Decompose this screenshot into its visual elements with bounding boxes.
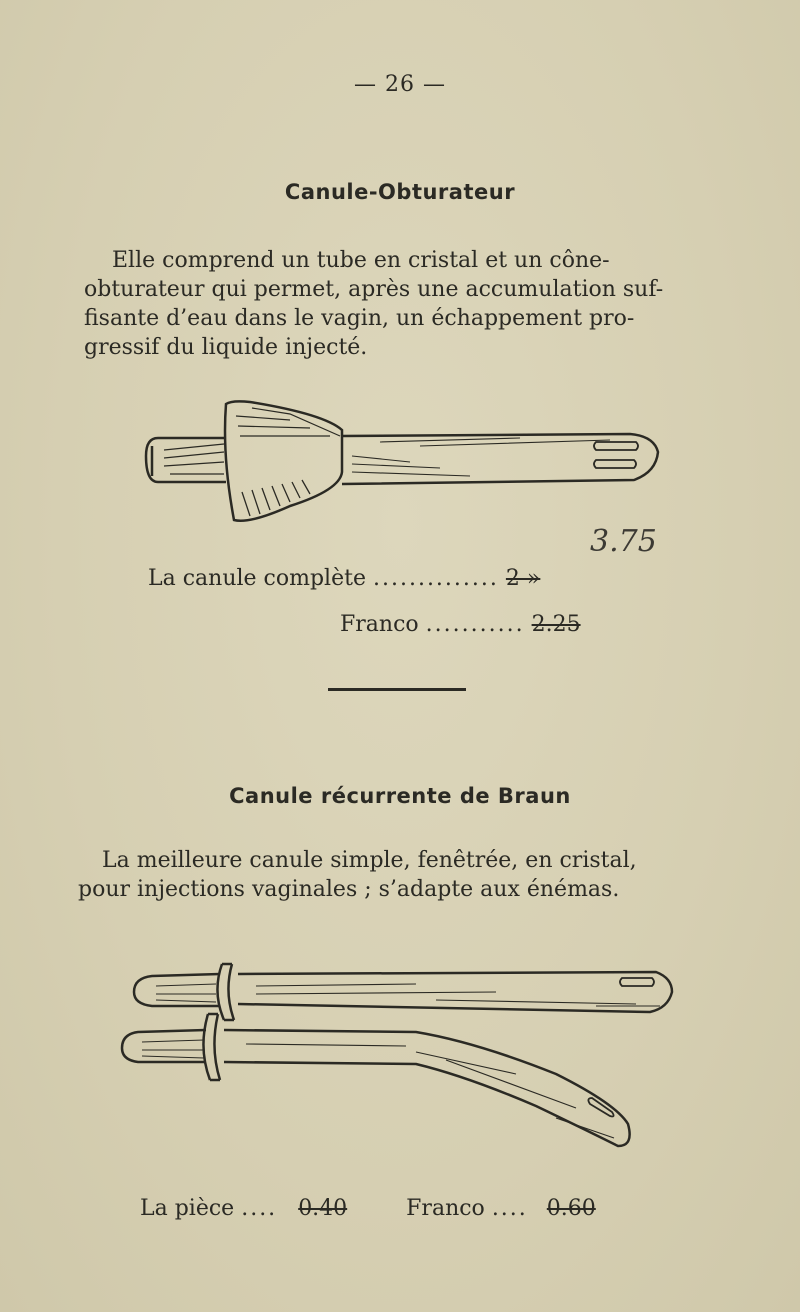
canule-braun-drawing xyxy=(116,948,686,1158)
price-line-canule-complete xyxy=(148,566,540,591)
price-line-franco xyxy=(340,612,581,637)
description-line: obturateur qui permet, après une accumulation suf- xyxy=(84,277,664,302)
section-title-canule-obturateur: Canule-Obturateur xyxy=(284,180,516,204)
section1-description xyxy=(84,246,724,362)
section-divider xyxy=(328,688,466,691)
price-label: Franco xyxy=(406,1196,485,1221)
price-dots: ........... xyxy=(425,612,525,637)
description-line: gressif du liquide injecté. xyxy=(84,335,368,360)
price-dots: .... xyxy=(241,1196,278,1221)
canule-obturateur-drawing xyxy=(140,396,700,536)
section-title-canule-braun: Canule récurrente de Braun xyxy=(229,784,571,808)
price-value: 2 » xyxy=(505,566,541,591)
description-line: La meilleure canule simple, fenêtrée, en cristal, xyxy=(102,848,637,873)
description-line: Elle comprend un tube en cristal et un cône- xyxy=(112,248,610,273)
price-label: La canule complète xyxy=(148,566,366,591)
price-dots: .............. xyxy=(372,566,499,591)
price-value: 0.60 xyxy=(546,1196,596,1221)
page-number: — 26 — xyxy=(354,72,446,97)
price-value: 2.25 xyxy=(531,612,581,637)
price-label: Franco xyxy=(340,612,419,637)
description-line: pour injections vaginales ; s’adapte aux énémas. xyxy=(78,877,620,902)
description-line: fisante d’eau dans le vagin, un échappement pro- xyxy=(84,306,635,331)
handwritten-price-correction: 3.75 xyxy=(590,524,657,559)
price-value: 0.40 xyxy=(298,1196,348,1221)
price-label: La pièce xyxy=(140,1196,235,1221)
price-dots: .... xyxy=(491,1196,528,1221)
section2-description xyxy=(78,846,724,904)
price-line-la-piece xyxy=(140,1196,596,1221)
